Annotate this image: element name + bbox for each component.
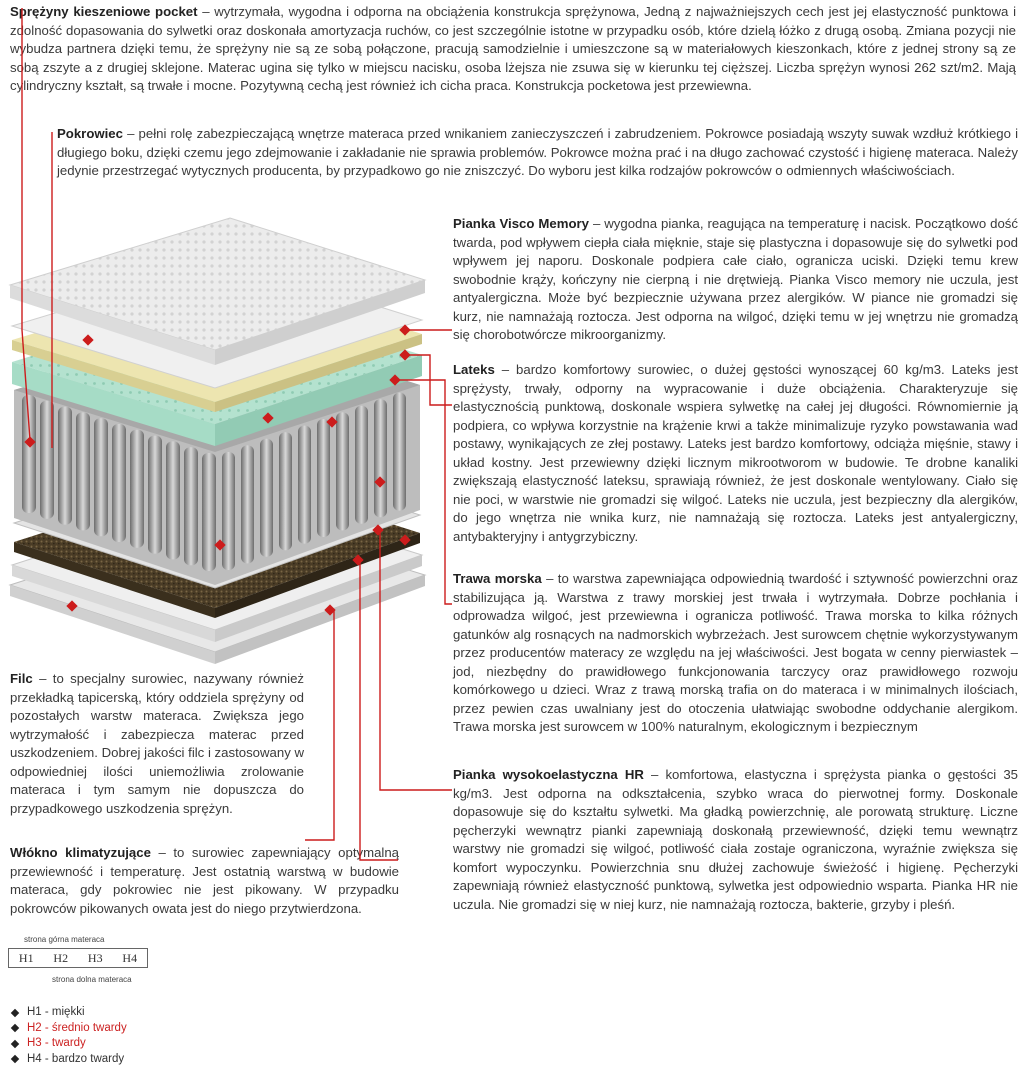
spring-coil: [22, 395, 36, 513]
seaweed-description: [453, 570, 1018, 737]
spring-coil: [58, 407, 72, 525]
diamond-icon: [11, 1024, 19, 1032]
spring-coil: [112, 424, 126, 542]
spring-coil: [336, 412, 349, 530]
hardness-legend: [10, 1005, 127, 1067]
hardness-cell-h2: H2: [53, 951, 69, 965]
hardness-scale: [8, 935, 168, 990]
spring-coil: [148, 436, 162, 554]
legend-label: H4 - bardzo twardy: [27, 1052, 125, 1065]
spring-coil: [202, 453, 216, 571]
legend-item-h4: [10, 1052, 127, 1068]
spring-coil: [130, 430, 144, 548]
legend-item-h3: [10, 1036, 127, 1052]
seaweed-text: – to warstwa zapewniająca odpowiednią twardość i sztywność powierzchni oraz stabilizująca ją. Warstwa z trawy morskiej jest trwała i wytrzymała. Dobrze pochłania i odprowadza wilgoć, jest przewiewna i ogranicza potliwość. Trawa morska to kilka różnych gatunków alg rosnących na nadmorskich wybrzeżach. Jest surowcem chętnie wykorzystywanym przez producentów materacy ze względu na jej właściwości. Jest bogata w cenny pierwiastek – jod, niezbędny do prawidłowego funkcjonowania tarczycy oraz prawidłowego rozwoju komórkowego u dzieci. Wraz z trawą morską trafia on do materaca i w minimalnych ilościach, przez pewien czas uwalniany jest do otoczenia ułatwiając swobodne oddychanie alergikom. Trawa morska jest surowcem w 100% naturalnym, ekologicznym i bezpiecznym: [453, 571, 1018, 734]
spring-coil: [184, 447, 198, 565]
spring-coil: [94, 418, 108, 536]
legend-label: H3 - twardy: [27, 1037, 86, 1049]
diamond-icon: [11, 1040, 19, 1048]
legend-label: H1 - miękki: [27, 1006, 85, 1018]
legend-item-h1: [10, 1005, 127, 1021]
diamond-icon: [11, 1055, 19, 1063]
diamond-icon: [11, 1009, 19, 1017]
pocket-text: – wytrzymała, wygodna i odporna na obciążenia konstrukcja sprężynowa, Jedną z najważniejszych cech jest jej elastyczność punktowa i zdolność dopasowania do sylwetki oraz doskonała amortyzacja ruchów, co jest szczególnie istotne w przypadku osób, które dzielą łóżko z drugą osobą. Zmiana pozycji nie wybudza partnera dzięki temu, że sprężyny nie są ze sobą połączone, pracują samodzielnie i umieszczone są w materiałowych kieszonkach, które z jednej strony są ze sobą zszyte a z drugiej sklejone. Materac ugina się tylko w miejscu nacisku, osoba lżejsza nie zsuwa się w kierunku tej cięższej. Liczba sprężyn wynosi 262 szt/m2. Mają cylindryczny kształt, są trwałe i mocne. Pozytywną cechą jest również ich cicha praca. Konstrukcja pocketowa jest przewiewna.: [10, 4, 1016, 93]
visco-text: – wygodna pianka, reagująca na temperaturę i nacisk. Początkowo dość twarda, pod wpływem ciepła ciała mięknie, staje się plastyczna i dopasowuje się do sylwetki pod wpływem jej naporu. Doskonale podpiera całe ciało, ogranicza uciski. Dzięki temu krew swobodnie krąży, kończyny nie cierpną i nie drętwieją. Pianka Visco memory nie uczula, jest antyalergiczna. Może być bezpiecznie używana przez alergików. W piance nie gromadzi się kurz, nie namnażają roztocza. Jest odporna na wilgoć, dzięki temu w jej wnętrzu nie gromadzą się chorobotwórcze mikroorganizmy.: [453, 216, 1018, 342]
fiber-text: – to surowiec zapewniający optymalną przewiewność i temperaturę. Jest ostatnią warstwą w budowie materaca, gdy pokrowiec nie jest pikowany. W przypadku pokrowców pikowanych owata jest do niego przytwierdzona.: [10, 845, 399, 916]
top-side-label: strona górna materaca: [24, 935, 105, 944]
visco-title: Pianka Visco Memory: [453, 216, 589, 231]
hardness-cell-h3: H3: [87, 951, 103, 965]
pocket-title: Sprężyny kieszeniowe pocket: [10, 4, 198, 19]
spring-coil: [279, 432, 292, 550]
mattress-layers-illustration: [0, 190, 450, 680]
fiber-description: [10, 844, 399, 918]
spring-coil: [374, 399, 387, 517]
fiber-title: Włókno klimatyzujące: [10, 845, 151, 860]
visco-description: [453, 215, 1018, 345]
hardness-scale-bar: [8, 948, 148, 968]
seaweed-title: Trawa morska: [453, 571, 542, 586]
felt-title: Filc: [10, 671, 33, 686]
spring-coil: [166, 441, 180, 559]
felt-text: – to specjalny surowiec, nazywany również przekładką tapicerską, który oddziela sprężyny od pozostałych warstw materaca. Zwiększa jego wytrzymałość i zabezpiecza materac przed uszkodzeniem. Dobrej jakości filc i zastosowany w odpowiedniej ilości uniemożliwia zrolowanie materaca i tym samym nie dopuszcza do przypadkowego uszkodzenia sprężyn.: [10, 671, 304, 816]
spring-coil: [222, 452, 235, 570]
hardness-cell-h4: H4: [122, 951, 138, 965]
hr-foam-text: – komfortowa, elastyczna i sprężysta pianka o gęstości 35 kg/m3. Jest odporna na odkształcenia, szybko wraca do pierwotnej formy. Doskonale dopasowuje się do kształtu sylwetki. Ma gładką powierzchnię, ale porowatą strukturę. Liczne pęcherzyki wewnątrz pianki zapewniają doskonałą przewiewność, dzięki temu wewnątrz warstwy nie gromadzi się wilgoć, potliwość ciała zostaje ograniczona, wyraźnie zwiększa się komfort wypoczynku. Powierzchnia snu dłużej zachowuje świeżość i higienę. Pęcherzyki zapewniają również elastyczność punktową, sylwetka jest odpowiednio wsparta. Pianka HR nie uczula. Nie gromadzi się w niej kurz, nie namnażają roztocza, bakterie, grzyby i pleśń.: [453, 767, 1018, 912]
spring-coil: [40, 401, 54, 519]
hr-foam-description: [453, 766, 1018, 914]
cover-description: [57, 125, 1018, 181]
spring-coil: [355, 406, 368, 524]
legend-item-h2: [10, 1021, 127, 1037]
cover-title: Pokrowiec: [57, 126, 123, 141]
legend-label: H2 - średnio twardy: [27, 1021, 127, 1034]
latex-text: – bardzo komfortowy surowiec, o dużej gęstości wynoszącej 60 kg/m3. Lateks jest sprężysty, trwały, odporny na wypracowanie i duże obciążenia. Charakteryzuje się elastycznością punktową, doskonale wspiera sylwetkę na całej jej długości. Równomiernie ją podpiera, co wpływa korzystnie na krążenie krwi a także minimalizuje ryzyko powstawania wad postawy, wynikających ze złej postawy. Lateks jest bardzo komfortowy, odciąża mięśnie, stawy i układ kostny. Jest przewiewny dzięki licznym mikrootworom w budowie. Te drobne kanaliki zwiększają elastyczność lateksu, sprawiają również, że jest doskonale wentylowany. Ciało się nie poci, w warstwie nie gromadzi się wilgoć. Lateks nie uczula, jest bezpieczny dla alergików, do jego wnętrza nie wnika kurz, nie namnażają się roztocza. Lateks jest antyalergiczny, antybakteryjny i antygrzybiczny.: [453, 362, 1018, 544]
spring-coil: [76, 412, 90, 530]
latex-title: Lateks: [453, 362, 495, 377]
hr-foam-title: Pianka wysokoelastyczna HR: [453, 767, 644, 782]
bottom-side-label: strona dolna materaca: [52, 975, 132, 984]
hardness-cell-h1: H1: [18, 951, 34, 965]
felt-description: [10, 670, 304, 818]
spring-coil: [393, 393, 406, 511]
cover-text: – pełni rolę zabezpieczającą wnętrze materaca przed wnikaniem zanieczyszczeń i zabrudzeniem. Pokrowce posiadają wszyty suwak wzdłuż krótkiego i długiego boku, dzięki czemu jego zdejmowanie i zakładanie nie sprawia problemów. Pokrowce można prać i na długo zachować czystość i higienę materaca. Należy jedynie przestrzegać wytycznych producenta, by przypadkowo go nie zniszczyć. Do wyboru jest kilka rodzajów pokrowców o odmiennych właściwościach.: [57, 126, 1018, 178]
latex-description: [453, 361, 1018, 546]
spring-coil: [317, 419, 330, 537]
spring-coil: [298, 426, 311, 544]
spring-coil: [241, 445, 254, 563]
spring-coil: [260, 439, 273, 557]
pocket-springs-description: [10, 3, 1016, 96]
